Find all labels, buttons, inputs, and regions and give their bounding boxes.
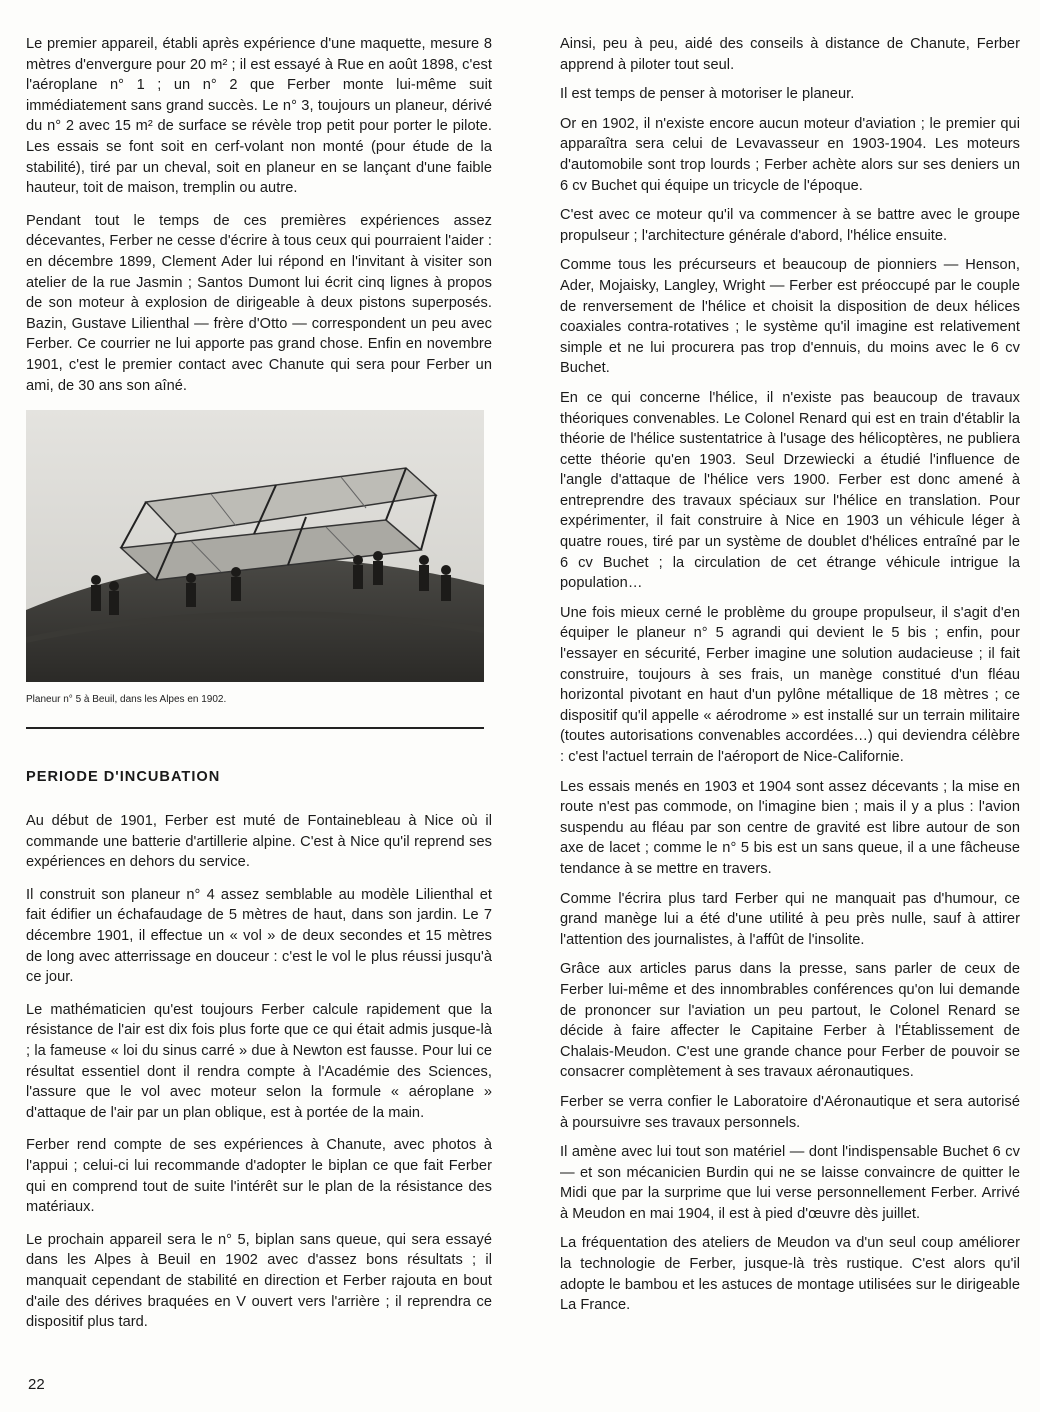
paragraph: C'est avec ce moteur qu'il va commencer à se battre avec le groupe propulseur ; l'architecture générale d'abord, l'hélice ensuite. — [560, 207, 1020, 244]
paragraph: Comme tous les précurseurs et beaucoup de pionniers — Henson, Ader, Mojaisky, Langley, Wright — Ferber est préoccupé par le couple de renversement de l'hélice et choisit la disposition de deux hélices coaxiales contra-rotatives ; le système qu'il imagine est relativement simple et ne lui procurera pas trop d'ennuis, du moins avec le 6 cv Buchet. — [560, 257, 1020, 377]
paragraph: Il est temps de penser à motoriser le planeur. — [560, 86, 855, 103]
section-divider — [26, 727, 484, 729]
paragraph: Grâce aux articles parus dans la presse, sans parler de ceux de Ferber lui-même et des innombrables conférences qu'on lui demande de prononcer sur l'aviation un peu partout, le Colonel Renard se décide à faire affecter le Capitaine Ferber à l'Établissement de Chalais-Meudon. C'est une grande chance pour Ferber de pouvoir se consacrer complètement à ses travaux aéronautiques. — [560, 961, 1020, 1081]
paragraph: Le prochain appareil sera le n° 5, biplan sans queue, qui sera essayé dans les Alpes à Beuil en 1902 avec d'assez bons résultats ; il manquait cependant de stabilité en direction et Ferber rajouta en bout d'aile des dérives braquées en V ouvert vers l'arrière ; il reprendra ce dispositif plus tard. — [26, 1231, 492, 1331]
glider-photo — [26, 410, 484, 682]
paragraph: Il amène avec lui tout son matériel — dont l'indispensable Buchet 6 cv — et son mécanicien Burdin qui ne se laisse convaincre de quitter le Midi que par la surprime que lui verse personnellement Ferber. Arrivé à Meudon en mai 1904, il est à pied d'œuvre dès juillet. — [560, 1144, 1020, 1222]
paragraph: Or en 1902, il n'existe encore aucun moteur d'aviation ; le premier qui apparaîtra sera celui de Levavasseur en 1903-1904. Les moteurs d'automobile sont trop lourds ; Ferber achète alors sur ses deniers un 6 cv Buchet qui équipe un tricycle de l'époque. — [560, 115, 1020, 194]
paragraph: Il construit son planeur n° 4 assez semblable au modèle Lilienthal et fait édifier un échafaudage de 5 mètres de haut, dans son jardin. Le 7 décembre 1901, il effectue un « vol » de deux secondes et 15 mètres de long avec atterrissage en douceur : c'est le vol le plus réussi jusqu'à ce jour. — [26, 886, 492, 986]
paragraph: Le premier appareil, établi après expérience d'une maquette, mesure 8 mètres d'envergure pour 20 m² ; il est essayé à Rue en août 1898, c'est l'aéroplane n° 1 ; un n° 2 que Ferber monte lui-même suit immédiatement sans grand succès. Le n° 3, toujours un planeur, dérivé du n° 2 avec 15 m² de surface se révèle trop petit pour porter le pilote. Les essais se font soit en cerf-volant non monté (pour étude de la stabilité), tiré par un cheval, soit en planeur en se lançant d'une faible hauteur, toit de maison, tremplin ou autre. — [26, 36, 492, 197]
paragraph: Une fois mieux cerné le problème du groupe propulseur, il s'agit d'en équiper le planeur n° 5 agrandi qui devient le 5 bis ; enfin, pour l'essayer en sécurité, Ferber imagine une solution audacieuse ; il fait construire, toujours à ses frais, un manège constitué d'un fléau horizontal pivotant en haut d'un pylône métallique de 18 mètres ; ce dispositif qu'il appelle « aérodrome » est installé sur un terrain militaire (toutes autorisations convenables accordées…) qui deviendra célèbre : c'est l'actuel terrain de l'aéroport de Nice-Californie. — [560, 604, 1020, 765]
glider-photo-illustration — [26, 410, 484, 682]
paragraph: Ferber rend compte de ses expériences à Chanute, avec photos à l'appui ; celui-ci lui recommande d'adopter le biplan ce que fait Ferber qui en comprend tout de suite l'intérêt sur le plan de la résistance des matériaux. — [26, 1137, 492, 1216]
paragraph: Ferber se verra confier le Laboratoire d'Aéronautique et sera autorisé à poursuivre ses travaux personnels. — [560, 1093, 1020, 1131]
paragraph: Le mathématicien qu'est toujours Ferber calcule rapidement que la résistance de l'air est dix fois plus forte que ce qui était admis jusque-là ; la fameuse « loi du sinus carré » due à Newton est fausse. Pour lui ce résultat essentiel dont il rendra compte à l'Académie des Sciences, l'assure que le vol avec moteur selon la formule « aéroplane » d'attaque de l'air par un plan oblique, est à portée de la main. — [26, 1001, 492, 1121]
paragraph: Au début de 1901, Ferber est muté de Fontainebleau à Nice où il commande une batterie d'artillerie alpine. C'est à Nice qu'il reprend ses expériences en dehors du service. — [26, 813, 492, 871]
paragraph: Pendant tout le temps de ces premières expériences assez décevantes, Ferber ne cesse d'écrire à tous ceux qui pourraient l'aider : en décembre 1899, Clement Ader lui répond en l'invitant à visiter son atelier de la rue Jasmin ; Santos Dumont lui écrit cinq lignes à propos de son moteur à explosion de dirigeable à deux pistons superposés. Bazin, Gustave Lilienthal — frère d'Otto — correspondent un peu avec Ferber. Ce courrier ne lui apporte pas grand chose. Enfin en novembre 1901, c'est le premier contact avec Chanute qui sera pour Ferber un ami, de 30 ans son aîné. — [26, 212, 492, 394]
page-number: 22 — [28, 1376, 45, 1393]
section-heading: PERIODE D'INCUBATION — [26, 769, 221, 786]
paragraph: Ainsi, peu à peu, aidé des conseils à distance de Chanute, Ferber apprend à piloter tout seul. — [560, 36, 1020, 73]
figure-caption: Planeur n° 5 à Beuil, dans les Alpes en 1902. — [26, 694, 227, 706]
paragraph: En ce qui concerne l'hélice, il n'existe pas beaucoup de travaux théoriques convenables. Le Colonel Renard qui est en train d'établir la théorie de l'hélice sustentatrice à l'usage des hélicoptères, ne publiera cette théorie qu'en 1903. Seul Drzewiecki a étudié l'influence de l'angle d'attaque de l'hélice vers 1900. Ferber est donc amené à entreprendre des travaux spéciaux sur l'hélice en translation. Pour expérimenter, il fait construire à Nice en 1903 un véhicule léger à quatre roues, tiré par un système de doublet d'hélices entraîné par le 6 cv Buchet ; la circulation de cet étrange véhicule intrigue la population… — [560, 389, 1020, 592]
paragraph: Les essais menés en 1903 et 1904 sont assez décevants ; la mise en route n'est pas commode, on l'imagine bien ; mais il y a plus : l'avion suspendu au fléau par son centre de gravité est libre autour de son axe de lacet ; comme le n° 5 bis est un sans queue, il a une fâcheuse tendance à se mettre en travers. — [560, 778, 1020, 877]
paragraph: La fréquentation des ateliers de Meudon va d'un seul coup améliorer la technologie de Ferber, jusque-là très rustique. C'est alors qu'il adopte le bambou et les astuces de montage utilisées sur le dirigeable La France. — [560, 1235, 1020, 1314]
left-column — [26, 34, 492, 1345]
figure — [26, 410, 484, 707]
paragraph: Comme l'écrira plus tard Ferber qui ne manquait pas d'humour, ce grand manège lui a été d'une utilité à peu près nulle, sauf à attirer l'attention des journalistes, à l'affût de l'insolite. — [560, 890, 1020, 948]
right-column — [560, 34, 1020, 1325]
